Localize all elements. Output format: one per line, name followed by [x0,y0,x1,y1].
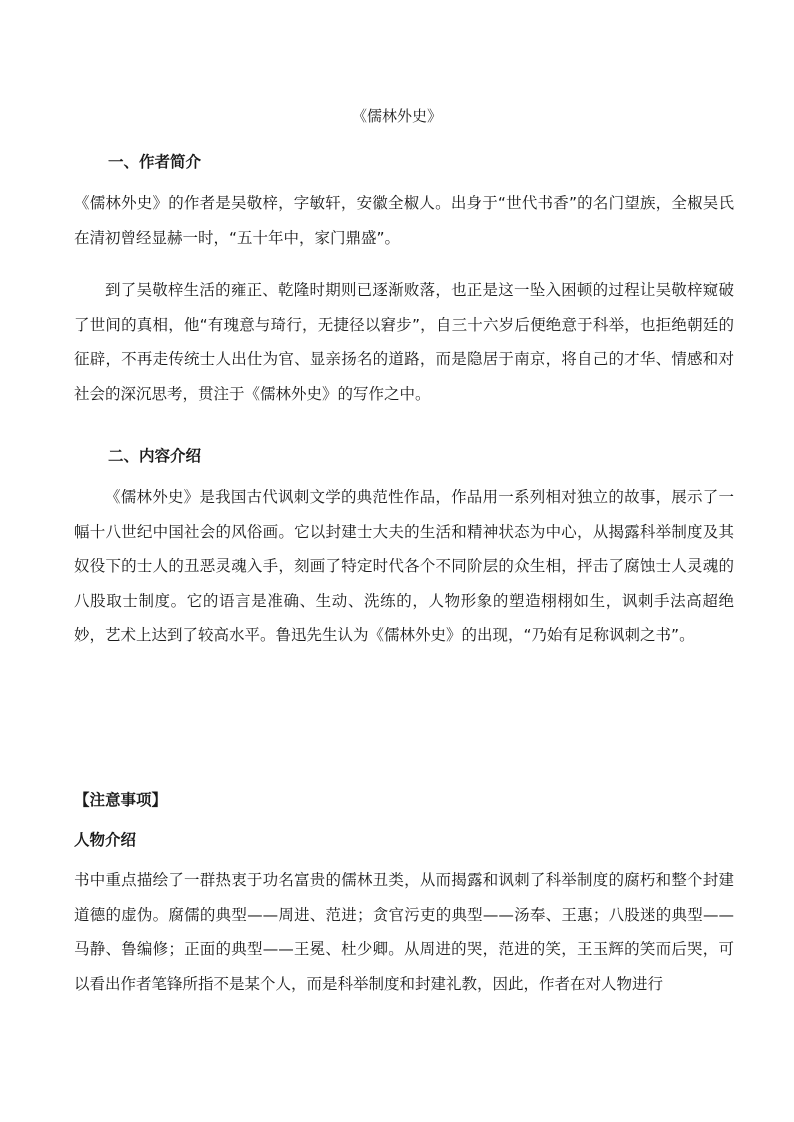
characters-subheading: 人物介绍 [74,831,137,849]
paragraph-author-life: 到了吴敬梓生活的雍正、乾隆时期则已逐渐败落，也正是这一坠入困顿的过程让吴敬梓窥破了世间的真相，他“有瑰意与琦行，无捷径以窘步”，自三十六岁后便绝意于科举，也拒绝朝廷的征辟，不再走传统士人出仕为官、显亲扬名的道路，而是隐居于南京，将自己的才华、情感和对社会的深沉思考，贯注于《儒林外史》的写作之中。 [74,281,734,403]
section-heading-author: 一、作者简介 [108,153,202,171]
notes-heading: 【注意事项】 [74,791,168,809]
paragraph-content-intro: 《儒林外史》是我国古代讽刺文学的典范性作品，作品用一系列相对独立的故事，展示了一幅十八世纪中国社会的风俗画。它以封建士大夫的生活和精神状态为中心，从揭露科举制度及其奴役下的士人的丑恶灵魂入手，刻画了特定时代各个不同阶层的众生相，抨击了腐蚀士人灵魂的八股取士制度。它的语言是准确、生动、洗练的，人物形象的塑造栩栩如生，讽刺手法高超绝妙，艺术上达到了较高水平。鲁迅先生认为《儒林外史》的出现，“乃始有足称讽刺之书”。 [74,488,734,644]
paragraph-characters: 书中重点描绘了一群热衷于功名富贵的儒林丑类，从而揭露和讽刺了科举制度的腐朽和整个封建道德的虚伪。腐儒的典型——周进、范进；贪官污吏的典型——汤奉、王惠；八股迷的典型——马静、鲁编修；正面的典型——王冕、杜少卿。从周进的哭，范进的笑，王玉辉的笑而后哭，可以看出作者笔锋所指不是某个人，而是科举制度和封建礼教，因此，作者在对人物进行 [74,871,734,993]
paragraph-author-intro: 《儒林外史》的作者是吴敬梓，字敏轩，安徽全椒人。出身于“世代书香”的名门望族，全椒吴氏在清初曾经显赫一时，“五十年中，家门鼎盛”。 [74,194,734,247]
section-heading-content: 二、内容介绍 [108,447,202,465]
document-title: 《儒林外史》 [351,107,442,125]
